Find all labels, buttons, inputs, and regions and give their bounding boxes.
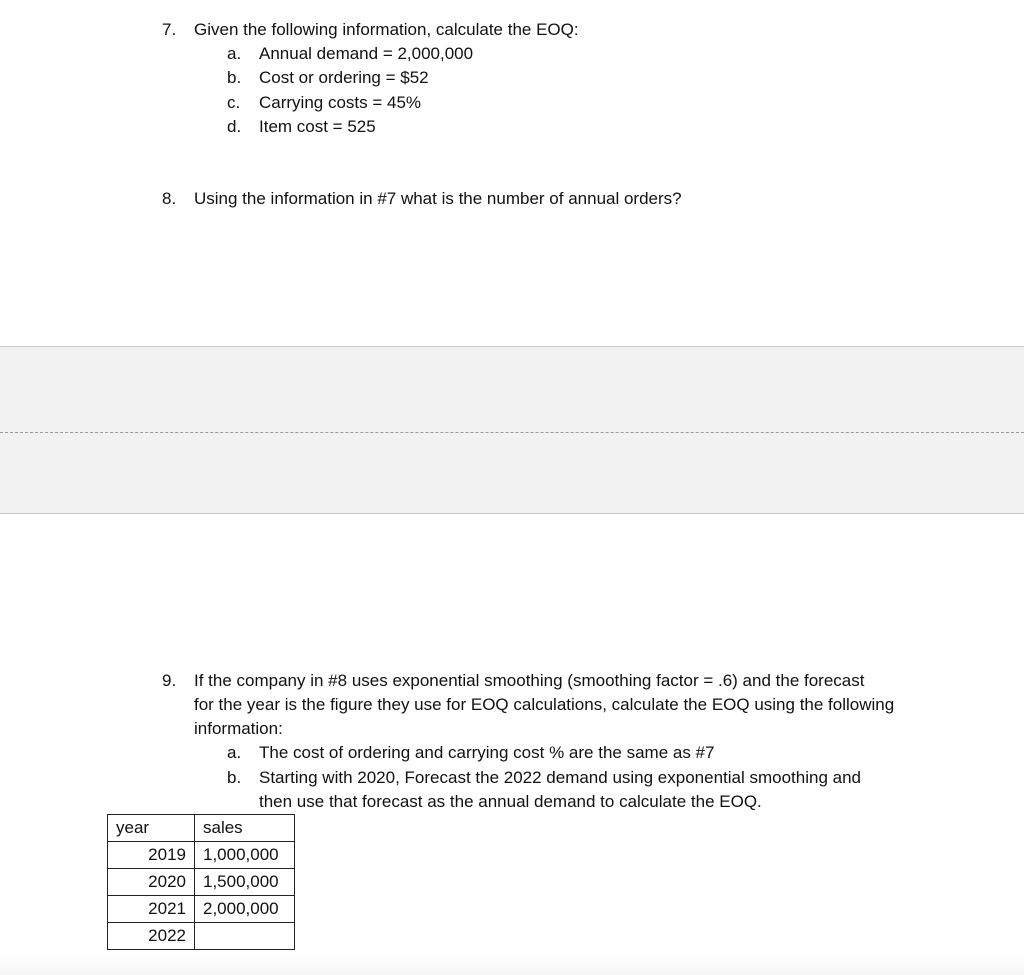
page-gap	[0, 346, 1024, 514]
table-cell-sales: 1,500,000	[195, 869, 295, 896]
question-7-item-letter: c.	[227, 93, 241, 112]
sales-table	[107, 814, 295, 950]
question-9-item-text: then use that forecast as the annual demand to calculate the EOQ.	[259, 792, 762, 811]
question-7-item-letter: d.	[227, 117, 242, 136]
question-9-text-line: If the company in #8 uses exponential smoothing (smoothing factor = .6) and the forecast	[194, 671, 865, 690]
question-9-number: 9.	[162, 671, 177, 690]
question-7-item-text: Cost or ordering = $52	[259, 68, 429, 87]
table-cell-year: 2020	[108, 869, 195, 896]
question-7-item-text: Carrying costs = 45%	[259, 93, 422, 112]
question-9-item-text: The cost of ordering and carrying cost % are the same as #7	[259, 743, 715, 762]
question-8-text: Using the information in #7 what is the number of annual orders?	[194, 189, 682, 208]
table-cell-year: 2021	[108, 896, 195, 923]
table-header-year: year	[108, 815, 195, 842]
table-cell-sales: 1,000,000	[195, 842, 295, 869]
table-row	[108, 896, 295, 923]
table-row	[108, 869, 295, 896]
table-header-row	[108, 815, 295, 842]
question-7-item-letter: b.	[227, 68, 242, 87]
page-break-divider	[0, 432, 1024, 433]
question-8-number: 8.	[162, 189, 177, 208]
table-header-sales: sales	[195, 815, 295, 842]
table-cell-sales: 2,000,000	[195, 896, 295, 923]
question-7-text: Given the following information, calculate the EOQ:	[194, 20, 579, 39]
document-page-1	[0, 0, 1024, 346]
question-9-item-letter: a.	[227, 743, 242, 762]
table-row	[108, 923, 295, 950]
question-9-item-text: Starting with 2020, Forecast the 2022 demand using exponential smoothing and	[259, 768, 862, 787]
table-row	[108, 842, 295, 869]
question-9-text-line: information:	[194, 719, 283, 738]
table-cell-sales	[195, 923, 295, 950]
question-7-item-text: Annual demand = 2,000,000	[259, 44, 474, 63]
question-9-text-line: for the year is the figure they use for EOQ calculations, calculate the EOQ using the following	[194, 695, 895, 714]
question-7-number: 7.	[162, 20, 177, 39]
question-9-item-letter: b.	[227, 768, 242, 787]
question-7-item-letter: a.	[227, 44, 242, 63]
question-7-item-text: Item cost = 525	[259, 117, 376, 136]
table-cell-year: 2019	[108, 842, 195, 869]
table-cell-year: 2022	[108, 923, 195, 950]
